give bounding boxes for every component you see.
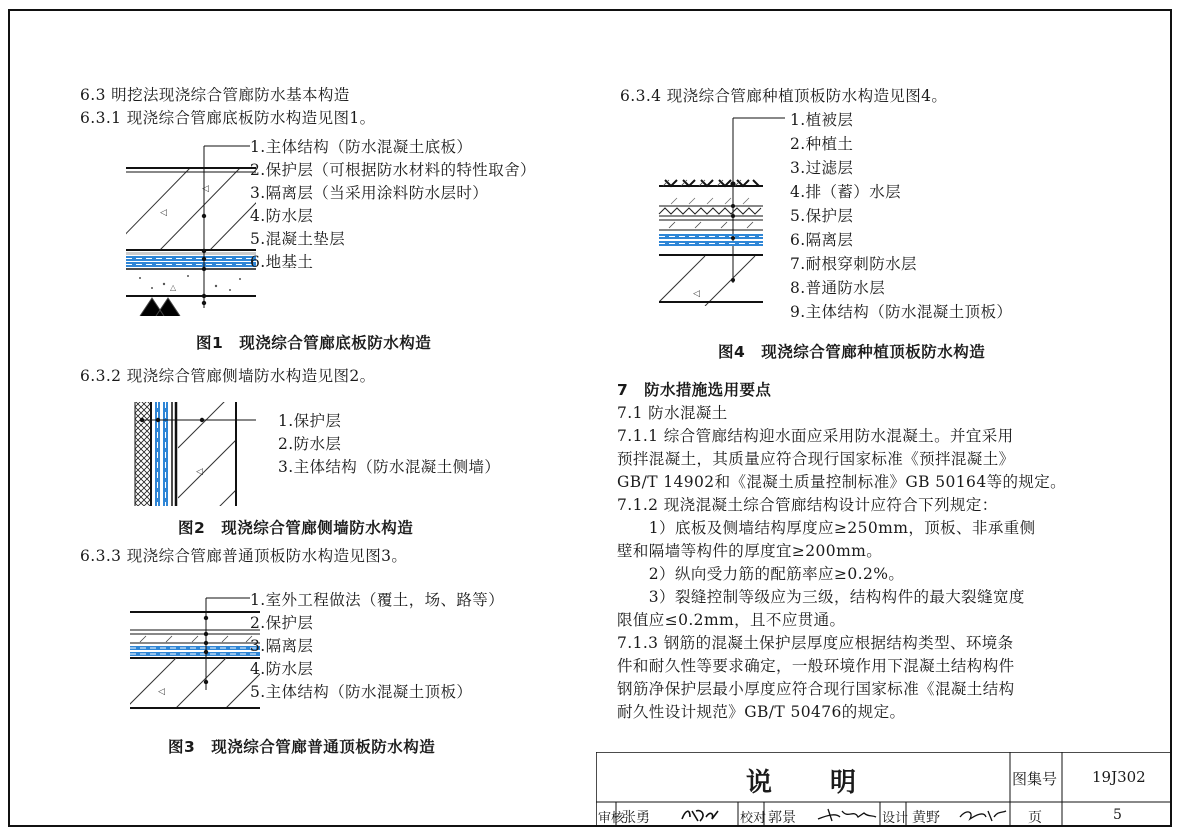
fig4-item-6: 6.隔离层	[790, 231, 854, 249]
designer-signature	[956, 805, 1008, 825]
paragraph-line: 钢筋净保护层最小厚度应符合现行国家标准《混凝土结构	[617, 680, 1015, 698]
reviewer-signature	[676, 805, 726, 825]
fig4-item-8: 8.普通防水层	[790, 279, 886, 297]
fig4-item-4: 4.排（蓄）水层	[790, 183, 901, 201]
paragraph-line: 2）纵向受力筋的配筋率应≥0.2%。	[617, 565, 905, 583]
atlas-number-label: 图集号	[1012, 770, 1058, 788]
fig1-item-6: 6.地基土	[250, 253, 314, 271]
paragraph-line: 3）裂缝控制等级应为三级，结构构件的最大裂缝宽度	[617, 588, 1025, 606]
figure-1-floor-slab-diagram	[120, 138, 270, 318]
section-6-3-4-text: 6.3.4 现浇综合管廊种植顶板防水构造见图4。	[620, 87, 948, 105]
fig1-item-3: 3.隔离层（当采用涂料防水层时）	[250, 184, 489, 202]
svg-text:◁: ◁	[196, 467, 203, 477]
figure-1-caption: 图1 现浇综合管廊底板防水构造	[196, 334, 432, 352]
fig2-item-2: 2.防水层	[278, 435, 342, 453]
section-6-3-3-text: 6.3.3 现浇综合管廊普通顶板防水构造见图3。	[80, 547, 408, 565]
paragraph-line: 1）底板及侧墙结构厚度应≥250mm，顶板、非承重侧	[617, 519, 1036, 537]
section-7-heading: 7 防水措施选用要点	[617, 381, 772, 399]
figure-2-caption: 图2 现浇综合管廊侧墙防水构造	[178, 519, 414, 537]
checker-name: 郭景	[768, 810, 796, 826]
fig4-item-7: 7.耐根穿刺防水层	[790, 255, 917, 273]
section-7-1-heading: 7.1 防水混凝土	[617, 404, 728, 422]
section-6-3-heading: 6.3 明挖法现浇综合管廊防水基本构造	[80, 86, 350, 104]
reviewer-name: 张勇	[622, 810, 650, 826]
figure-4-caption: 图4 现浇综合管廊种植顶板防水构造	[718, 343, 986, 361]
fig3-item-2: 2.保护层	[250, 614, 314, 632]
checker-signature	[814, 805, 878, 825]
fig4-item-9: 9.主体结构（防水混凝土顶板）	[790, 303, 1013, 321]
fig2-item-3: 3.主体结构（防水混凝土侧墙）	[278, 458, 501, 476]
fig3-item-3: 3.隔离层	[250, 637, 314, 655]
design-label: 设计	[882, 811, 909, 826]
check-label: 校对	[740, 811, 767, 826]
paragraph-line: 7.1.3 钢筋的混凝土保护层厚度应根据结构类型、环境条	[617, 634, 1014, 652]
paragraph-line: GB/T 14902和《混凝土质量控制标准》GB 50164等的规定。	[617, 473, 1067, 491]
paragraph-line: 预拌混凝土，其质量应符合现行国家标准《预拌混凝土》	[617, 450, 1015, 468]
paragraph-line: 壁和隔墙等构件的厚度宜≥200mm。	[617, 542, 883, 560]
section-6-3-2-text: 6.3.2 现浇综合管廊侧墙防水构造见图2。	[80, 367, 376, 385]
atlas-number: 19J302	[1092, 768, 1146, 786]
paragraph-line: 7.1.1 综合管廊结构迎水面应采用防水混凝土。并宜采用	[617, 427, 1014, 445]
fig4-item-1: 1.植被层	[790, 111, 854, 129]
svg-text:△: △	[170, 283, 177, 292]
fig1-item-1: 1.主体结构（防水混凝土底板）	[250, 138, 473, 156]
review-label: 审核	[598, 811, 625, 826]
page-label: 页	[1028, 810, 1042, 826]
paragraph-line: 耐久性设计规范》GB/T 50476的规定。	[617, 703, 906, 721]
designer-name: 黄野	[912, 810, 940, 826]
fig3-item-1: 1.室外工程做法（覆土，场、路等）	[250, 591, 505, 609]
figure-3-caption: 图3 现浇综合管廊普通顶板防水构造	[168, 738, 436, 756]
figure-2-side-wall-diagram	[132, 398, 252, 508]
fig4-item-2: 2.种植土	[790, 135, 854, 153]
figure-3-roof-slab-diagram	[126, 590, 266, 715]
section-6-3-1-text: 6.3.1 现浇综合管廊底板防水构造见图1。	[80, 109, 376, 127]
figure-4-planted-roof-diagram	[655, 108, 775, 308]
fig3-item-4: 4.防水层	[250, 660, 314, 678]
fig1-item-5: 5.混凝土垫层	[250, 230, 346, 248]
svg-text:◁: ◁	[202, 184, 209, 194]
fig4-item-5: 5.保护层	[790, 207, 854, 225]
paragraph-line: 件和耐久性等要求确定，一般环境作用下混凝土结构构件	[617, 657, 1015, 675]
fig3-item-5: 5.主体结构（防水混凝土顶板）	[250, 683, 473, 701]
svg-text:◁: ◁	[160, 208, 167, 218]
fig1-item-4: 4.防水层	[250, 207, 314, 225]
paragraph-line: 限值应≤0.2mm，且不应贯通。	[617, 611, 846, 629]
fig2-item-1: 1.保护层	[278, 412, 342, 430]
page-number: 5	[1113, 807, 1122, 823]
title-block	[596, 752, 1172, 827]
svg-text:◁: ◁	[693, 289, 700, 299]
title-block-title: 说 明	[746, 768, 859, 798]
fig4-item-3: 3.过滤层	[790, 159, 854, 177]
fig1-item-2: 2.保护层（可根据防水材料的特性取舍）	[250, 161, 536, 179]
svg-text:◁: ◁	[158, 687, 165, 697]
paragraph-line: 7.1.2 现浇混凝土综合管廊结构设计应符合下列规定：	[617, 496, 998, 514]
